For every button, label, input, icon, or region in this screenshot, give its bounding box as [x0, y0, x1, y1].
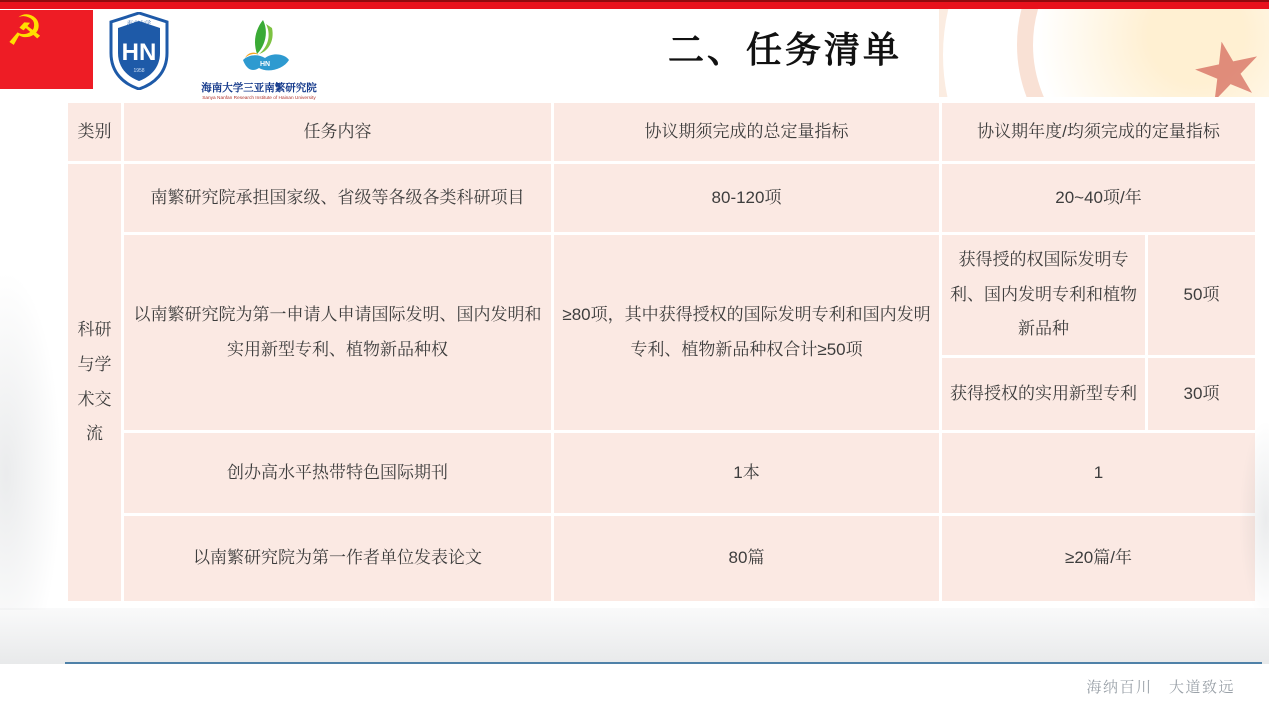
svg-text:HN: HN	[259, 61, 271, 68]
total-target-cell: 1本	[554, 433, 939, 513]
category-group-cell: 科研与学术交流	[68, 164, 121, 601]
table-row	[68, 516, 1255, 601]
annual-split-label: 获得授的权国际发明专利、国内发明专利和植物新品种	[942, 235, 1145, 355]
total-target-cell: 80-120项	[554, 164, 939, 232]
emblem-ring-icon	[939, 9, 1269, 97]
emblem-ring-icon	[939, 9, 1269, 97]
header-emblem-watermark	[939, 9, 1269, 97]
task-cell: 创办高水平热带特色国际期刊	[124, 433, 551, 513]
annual-target-cell: ≥20篇/年	[942, 516, 1255, 601]
footer-motto: 海纳百川 大道致远	[1086, 679, 1235, 696]
leaf-sprout-icon	[219, 16, 299, 74]
col-header-total: 协议期须完成的总定量指标	[554, 103, 939, 161]
task-cell: 以南繁研究院为第一申请人申请国际发明、国内发明和实用新型专利、植物新品种权	[124, 235, 551, 430]
annual-split-value: 30项	[1148, 358, 1255, 430]
hainan-university-logo	[108, 12, 170, 90]
task-cell: 以南繁研究院为第一作者单位发表论文	[124, 516, 551, 601]
total-target-cell: 80篇	[554, 516, 939, 601]
task-cell: 南繁研究院承担国家级、省级等各级各类科研项目	[124, 164, 551, 232]
table-row	[68, 164, 1255, 232]
annual-target-cell: 1	[942, 433, 1255, 513]
col-header-category: 类别	[68, 103, 121, 161]
university-name-micro: 海南大学	[126, 21, 152, 28]
party-flag	[0, 7, 93, 89]
annual-split-value: 50项	[1148, 235, 1255, 355]
party-emblem-icon: ☭	[6, 7, 44, 54]
slide-title: 二、任务清单	[667, 29, 902, 70]
institute-name-en: Sanya Nanfan Research Institute of Hainan University	[202, 95, 316, 101]
total-target-cell: ≥80项，其中获得授权的国际发明专利和国内发明专利、植物新品种权合计≥50项	[554, 235, 939, 430]
institute-name-cn: 海南大学三亚南繁研究院	[201, 82, 317, 94]
table-row	[68, 235, 1255, 355]
table-header-row	[68, 103, 1255, 161]
university-monogram: HN	[121, 39, 157, 66]
bottom-photo-watermark	[0, 608, 1269, 664]
university-shield-icon	[108, 12, 170, 90]
star-icon	[1189, 35, 1266, 97]
table-row	[68, 433, 1255, 513]
annual-split-label: 获得授权的实用新型专利	[942, 358, 1145, 430]
task-table	[65, 100, 1258, 604]
svg-text:1958: 1958	[133, 68, 145, 74]
col-header-annual: 协议期年度/均须完成的定量指标	[942, 103, 1255, 161]
col-header-task: 任务内容	[124, 103, 551, 161]
footer-divider-line	[65, 662, 1262, 664]
nanfan-institute-logo	[196, 16, 322, 101]
top-red-bar	[0, 0, 1269, 9]
left-photo-watermark	[0, 270, 62, 610]
emblem-ring-icon	[1017, 9, 1269, 97]
annual-target-cell: 20~40项/年	[942, 164, 1255, 232]
